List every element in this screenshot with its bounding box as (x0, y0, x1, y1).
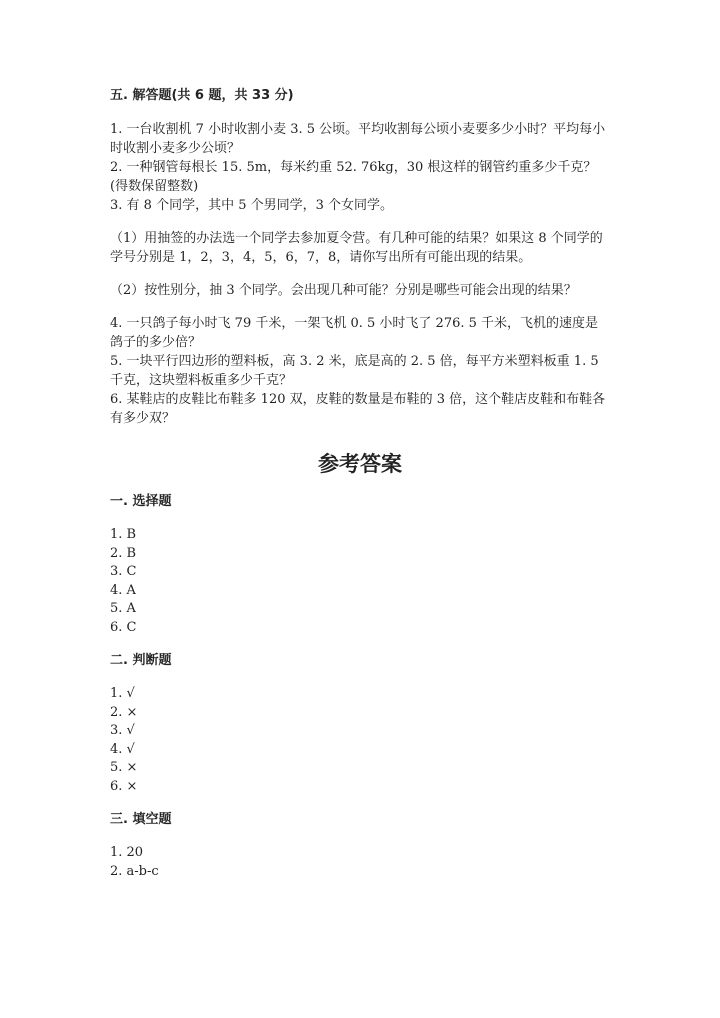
list-item: 1. 20 (110, 845, 144, 860)
question-3: 3. 有 8 个同学，其中 5 个男同学，3 个女同学。 (110, 198, 394, 213)
list-item: 4. A (110, 582, 136, 598)
list-item: 5. × (110, 760, 138, 775)
question-4: 4. 一只鸽子每小时飞 79 千米，一架飞机 0. 5 小时飞了 276. 5 千米，飞机的速度是鸽子的多少倍？ (110, 316, 599, 350)
question-2: 2. 一种钢管每根长 15. 5m，每米约重 52. 76kg，30 根这样的钢管约重多少千克？ (得数保留整数) (110, 160, 597, 194)
choice-answer-list (110, 526, 610, 637)
list-item: 4. √ (110, 741, 135, 757)
fill-blank-answer-list (110, 844, 610, 881)
list-item: 1. B (110, 527, 137, 542)
question-5: 5. 一块平行四边形的塑料板，高 3. 2 米，底是高的 2. 5 倍，每平方米塑料板重 1. 5 千克，这块塑料板重多少千克？ (110, 354, 599, 388)
true-false-answer-list (110, 685, 610, 796)
list-item: 3. √ (110, 723, 135, 738)
section-heading-fill-blank: 三. 填空题 (110, 812, 172, 827)
list-item: 6. × (110, 778, 138, 794)
page-content (110, 86, 610, 881)
section-heading-true-false: 二. 判断题 (110, 653, 172, 668)
list-item: 5. A (110, 601, 136, 616)
question-6: 6. 某鞋店的皮鞋比布鞋多 120 双，皮鞋的数量是布鞋的 3 倍，这个鞋店皮鞋和布鞋各有多少双？ (110, 392, 606, 426)
list-item: 6. C (110, 619, 137, 635)
list-item: 3. C (110, 564, 137, 579)
question-1: 1. 一台收割机 7 小时收割小麦 3. 5 公顷。平均收割每公顷小麦要多少小时？平均每小时收割小麦多少公顷？ (110, 122, 606, 156)
question-3-part-2: （2）按性别分，抽 3 个同学。会出现几种可能？分别是哪些可能会出现的结果？ (110, 283, 577, 298)
list-item: 2. × (110, 704, 138, 720)
list-item: 1. √ (110, 686, 135, 701)
question-3-part-1: （1）用抽签的办法选一个同学去参加夏令营。有几种可能的结果？如果这 8 个同学的学号分别是 1，2，3，4，5，6，7，8，请你写出所有可能出现的结果。 (110, 231, 603, 265)
list-item: 2. B (110, 545, 137, 561)
answer-key-title: 参考答案 (318, 452, 402, 476)
section-heading-answer-questions: 五. 解答题(共 6 题，共 33 分) (110, 88, 294, 103)
list-item: 2. a-b-c (110, 863, 159, 879)
section-heading-choice: 一. 选择题 (110, 494, 172, 509)
